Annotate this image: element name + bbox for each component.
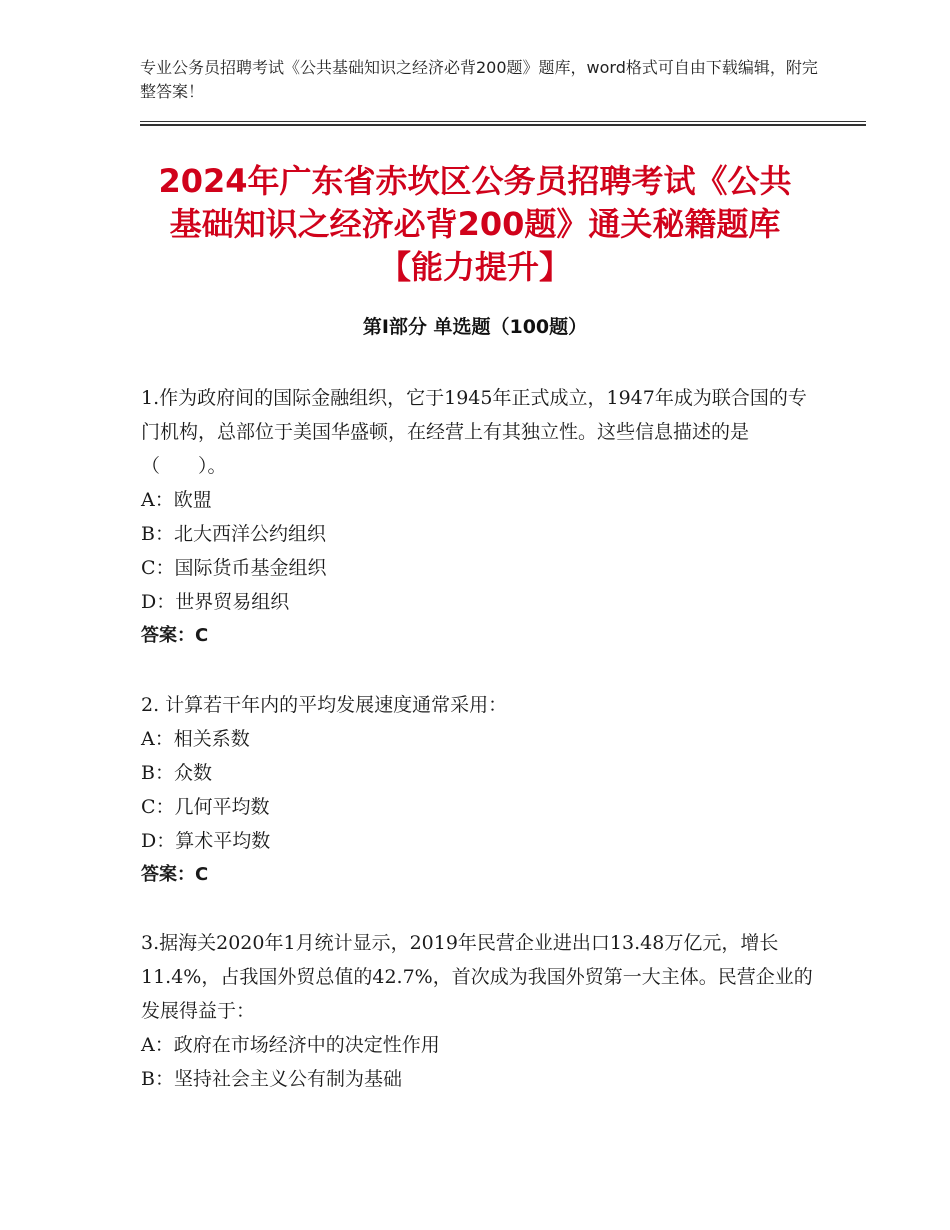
option-a: A：欧盟 (141, 489, 212, 511)
section-title: 第Ⅰ部分 单选题（100题） (362, 316, 588, 338)
question-stem: 2. 计算若干年内的平均发展速度通常采用： (141, 694, 508, 716)
question-stem: 1.作为政府间的国际金融组织，它于1945年正式成立，1947年成为联合国的专门机构，总部位于美国华盛顿，在经营上有其独立性。这些信息描述的是（ ）。 (141, 387, 807, 477)
title-line-1: 2024年广东省赤坎区公务员招聘考试《公共 (158, 162, 792, 200)
option-d: D：世界贸易组织 (141, 591, 290, 613)
option-d: D：算术平均数 (141, 830, 271, 852)
option-b: B：北大西洋公约组织 (141, 523, 326, 545)
option-a: A：政府在市场经济中的决定性作用 (141, 1034, 440, 1056)
answer: 答案：C (141, 625, 209, 646)
question-stem: 3.据海关2020年1月统计显示，2019年民营企业进出口13.48万亿元，增长11.4%，占我国外贸总值的42.7%，首次成为我国外贸第一大主体。民营企业的发展得益于： (141, 932, 813, 1022)
question-1 (141, 381, 821, 653)
document-title (100, 160, 850, 289)
option-b: B：坚持社会主义公有制为基础 (141, 1068, 402, 1090)
title-line-3: 【能力提升】 (378, 248, 571, 286)
question-2 (141, 688, 821, 892)
header-note: 专业公务员招聘考试《公共基础知识之经济必背200题》题库，word格式可自由下载编辑，附完整答案！ (140, 58, 818, 101)
header-divider-thick (140, 124, 866, 126)
option-c: C：国际货币基金组织 (141, 557, 327, 579)
question-3 (141, 926, 821, 1096)
answer: 答案：C (141, 864, 209, 885)
option-c: C：几何平均数 (141, 796, 270, 818)
option-b: B：众数 (141, 762, 212, 784)
option-a: A：相关系数 (141, 728, 250, 750)
header-divider-thin (140, 121, 866, 122)
title-line-2: 基础知识之经济必背200题》通关秘籍题库 (169, 205, 781, 243)
